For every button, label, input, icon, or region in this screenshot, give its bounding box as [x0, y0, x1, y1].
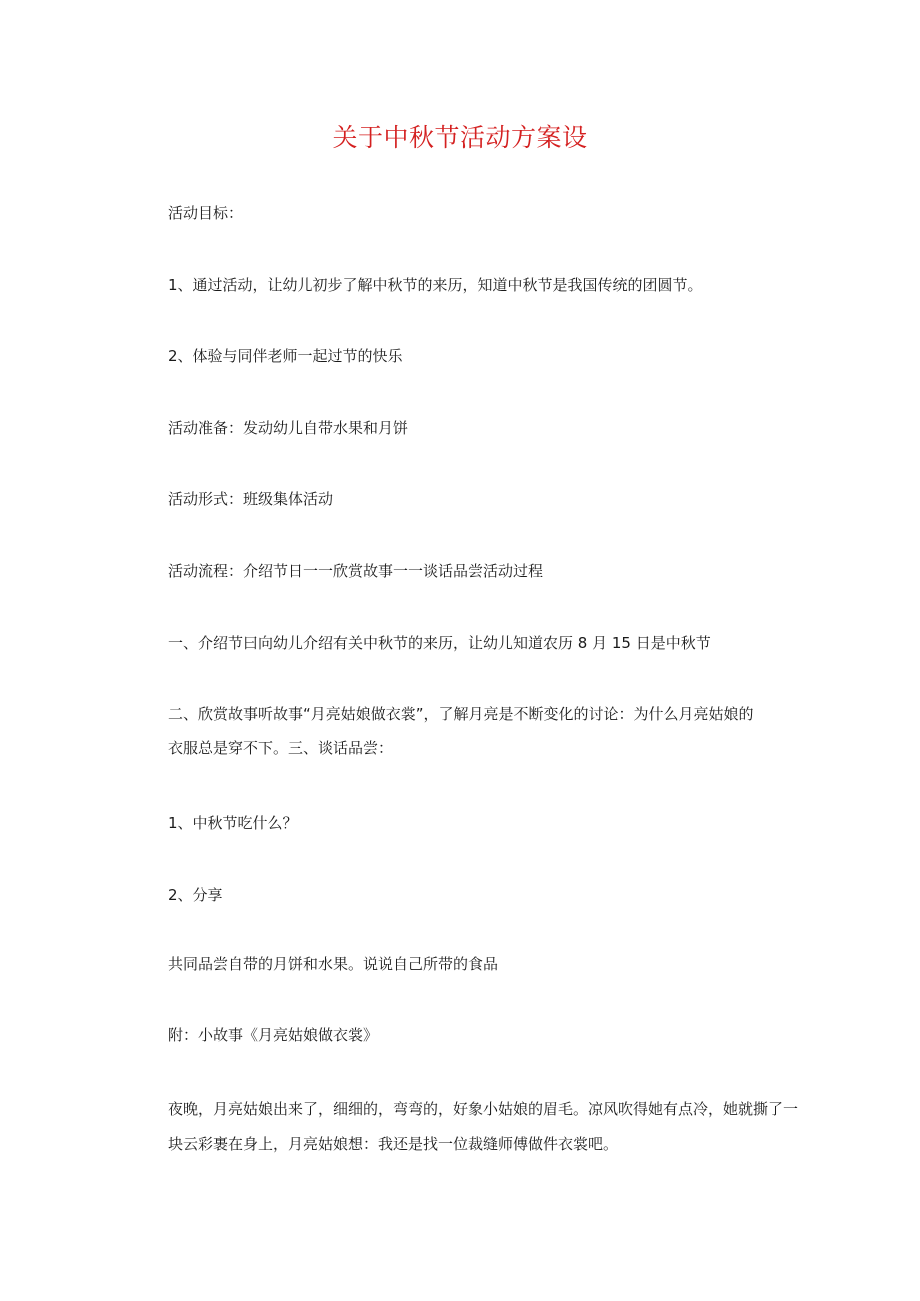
document-title: 关于中秋节活动方案设	[332, 123, 588, 152]
goal-item-2: 2、体验与同伴老师一起过节的快乐	[168, 347, 403, 365]
form-paragraph: 活动形式：班级集体活动	[168, 490, 334, 508]
step-1-paragraph: 一、介绍节曰向幼儿介绍有关中秋节的来历，让幼儿知道农历 8 月 15 日是中秋节	[168, 634, 711, 652]
goal-heading: 活动目标：	[168, 204, 244, 222]
question-1: 1、中秋节吃什么？	[168, 814, 298, 832]
share-paragraph: 共同品尝自带的月饼和水果。说说自己所带的食品	[168, 955, 499, 973]
step-2-paragraph-line-2: 衣服总是穿不下。三、谈话品尝：	[168, 739, 394, 757]
question-2: 2、分享	[168, 886, 223, 904]
story-paragraph-line-1: 夜晚，月亮姑娘出来了，细细的，弯弯的，好象小姑娘的眉毛。凉风吹得她有点冷，她就撕了一	[168, 1100, 799, 1118]
preparation-paragraph: 活动准备：发动幼儿自带水果和月饼	[168, 419, 409, 437]
appendix-heading: 附：小故事《月亮姑娘做衣裳》	[168, 1026, 379, 1044]
step-2-paragraph-line-1: 二、欣赏故事听故事“月亮姑娘做衣裳”，了解月亮是不断变化的讨论：为什么月亮姑娘的	[168, 705, 754, 723]
flow-paragraph: 活动流程：介绍节日一一欣赏故事一一谈话品尝活动过程	[168, 562, 544, 580]
story-paragraph-line-2: 块云彩裹在身上，月亮姑娘想：我还是找一位裁缝师傅做件衣裳吧。	[168, 1135, 619, 1153]
goal-item-1: 1、通过活动，让幼儿初步了解中秋节的来历，知道中秋节是我国传统的团圆节。	[168, 276, 703, 294]
